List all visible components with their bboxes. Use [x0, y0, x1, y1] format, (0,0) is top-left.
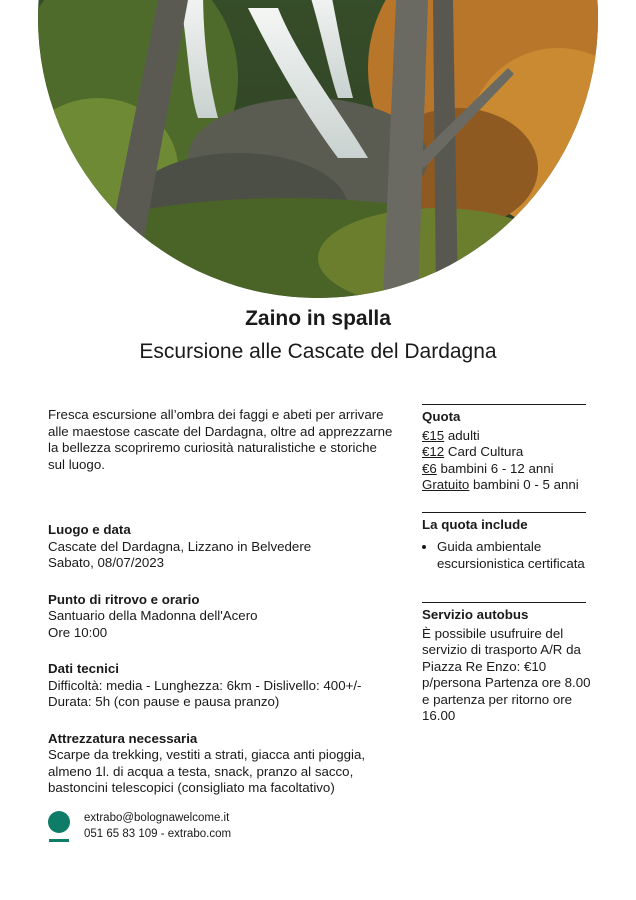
page-title: Zaino in spalla: [245, 307, 391, 330]
price-item: [422, 428, 592, 445]
price-item: [422, 461, 592, 478]
price-label: Card Cultura: [444, 444, 524, 459]
section-attrezzatura: [48, 731, 394, 797]
email-link[interactable]: extrabo@bolognawelcome.it: [84, 812, 230, 824]
price-value: €15: [422, 427, 445, 443]
price-value: Gratuito: [422, 477, 470, 492]
price-value: €12: [422, 444, 445, 459]
section-ritrovo: [48, 592, 394, 642]
quota-heading: Quota: [422, 409, 461, 424]
section-line: bastoncini telescopici (consigliato ma facoltativo): [48, 780, 335, 795]
price-item: [422, 477, 592, 494]
extrabo-logo-icon: [47, 811, 71, 845]
price-label: adulti: [444, 427, 480, 443]
price-item: [422, 444, 592, 461]
right-column: [422, 404, 592, 743]
section-line: Durata: 5h (con pause e pausa pranzo): [48, 694, 280, 709]
bus-text: È possibile usufruire del servizio di trasporto A/R da Piazza Re Enzo: €10 p/persona Partenza ore 8.00 e partenza per ritorno ore 16.00: [422, 625, 591, 723]
intro-text: Fresca escursione all’ombra dei faggi e abeti per arrivare alle maestose cascate del Dardagna, oltre ad apprezzarne la bellezza scopriremo curiosità naturalistiche e storiche sul luogo.: [48, 407, 393, 472]
waterfall-forest-illustration: [38, 0, 598, 298]
hero-photo: [38, 0, 598, 298]
price-label: bambini 0 - 5 anni: [469, 477, 579, 492]
section-line: Cascate del Dardagna, Lizzano in Belvedere: [48, 538, 312, 554]
section-line: almeno 1l. di acqua a testa, snack, pranzo al sacco,: [48, 763, 354, 779]
divider: [422, 602, 586, 603]
section-line: Sabato, 08/07/2023: [48, 555, 165, 570]
include-list: [422, 539, 592, 572]
divider: [422, 404, 586, 405]
include-section: [422, 512, 592, 573]
contacts: [84, 810, 231, 842]
section-line: Scarpe da trekking, vestiti a strati, giacca anti pioggia,: [48, 747, 366, 762]
quota-section: [422, 404, 592, 494]
section-luogo-data: [48, 522, 394, 572]
section-heading: Dati tecnici: [48, 661, 119, 676]
section-dati-tecnici: [48, 661, 394, 711]
price-value: €6: [422, 460, 437, 476]
include-item: • Guida ambientale escursionistica certificata: [437, 539, 592, 572]
page-subtitle: Escursione alle Cascate del Dardagna: [139, 340, 497, 363]
left-column: [48, 407, 394, 817]
phone-and-site[interactable]: 051 65 83 109 - extrabo.com: [84, 828, 232, 840]
section-heading: Attrezzatura necessaria: [48, 730, 198, 746]
bus-heading: Servizio autobus: [422, 607, 529, 622]
include-heading: La quota include: [422, 516, 528, 532]
price-label: bambini 6 - 12 anni: [436, 460, 554, 476]
section-heading: Punto di ritrovo e orario: [48, 591, 200, 607]
section-line: Santuario della Madonna dell'Acero: [48, 608, 258, 623]
section-line: Difficoltà: media - Lunghezza: 6km - Dislivello: 400+/-: [48, 677, 362, 693]
divider: [422, 512, 586, 513]
section-line: Ore 10:00: [48, 624, 108, 640]
section-heading: Luogo e data: [48, 522, 131, 537]
bus-section: [422, 602, 592, 725]
